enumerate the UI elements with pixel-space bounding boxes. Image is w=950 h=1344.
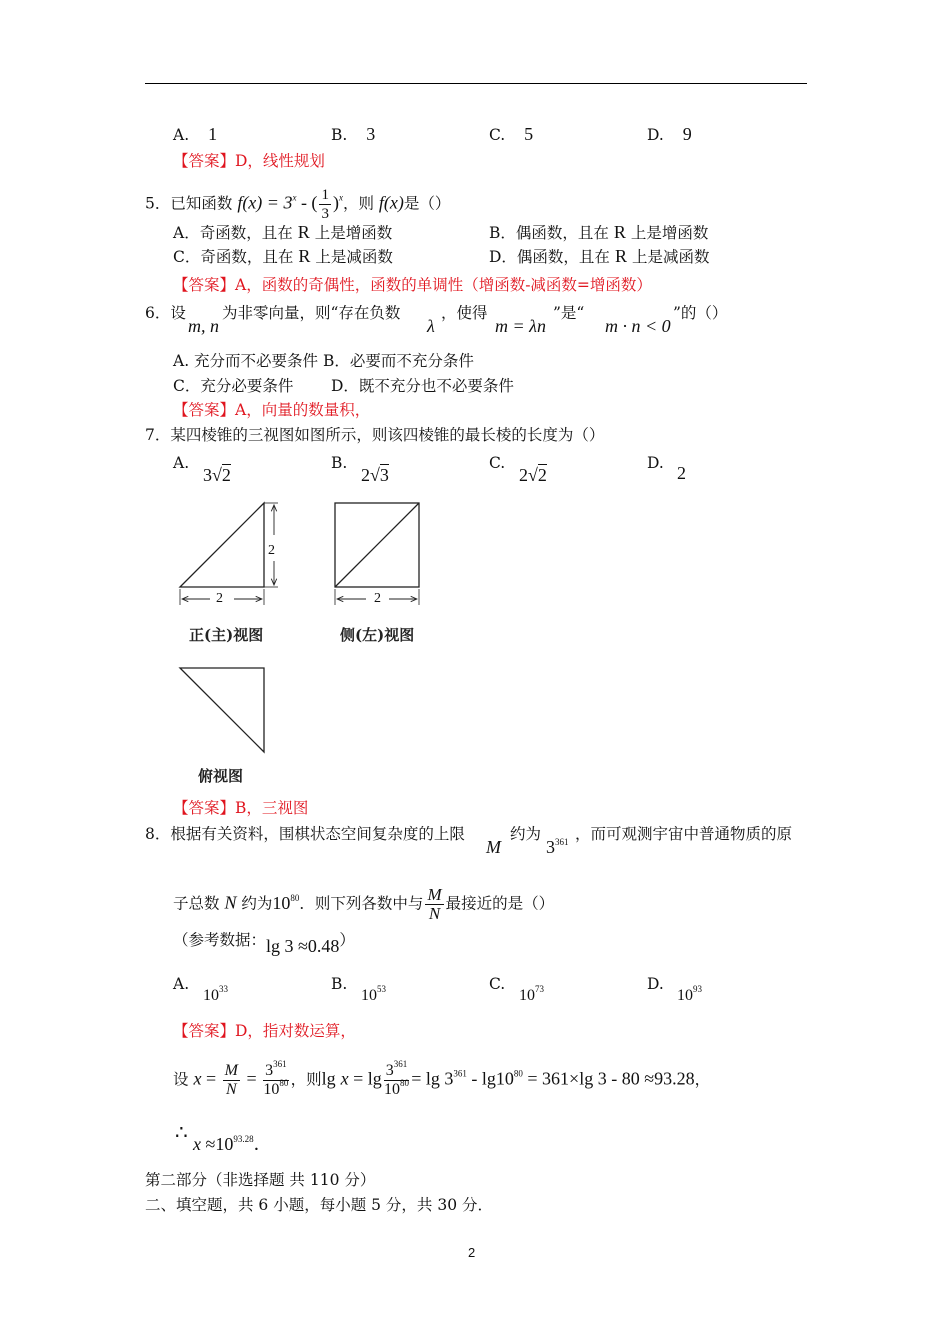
q5-option-a: A．奇函数，且在 R 上是增函数 xyxy=(173,222,393,242)
side-view-caption: 侧(左)视图 xyxy=(340,626,415,644)
q6-option-d: D．既不充分也不必要条件 xyxy=(331,377,514,395)
q8-pow1: $3^{361}$ xyxy=(546,837,569,857)
front-view xyxy=(180,503,278,605)
top-view-caption: 俯视图 xyxy=(198,767,244,785)
q8-option-b-value: $10^{53}$ xyxy=(361,984,386,1004)
q6-stem-c: ，使得 xyxy=(441,304,488,322)
top-view xyxy=(180,668,264,752)
q6-stem-d: ”是“ xyxy=(553,304,585,322)
q5-option-b: B．偶函数，且在 R 上是增函数 xyxy=(489,222,709,242)
q4-option-a: A. 1 xyxy=(173,124,218,144)
q8-option-b-label: B. xyxy=(331,975,348,993)
q4-answer: 【答案】D，线性规划 xyxy=(173,152,325,170)
q7-option-c-label: C. xyxy=(489,454,506,472)
side-width-label: 2 xyxy=(374,589,381,609)
q6-eq: m = λn xyxy=(495,316,546,336)
q8-solution: 设 x = $\frac{M}{N}$ = $\frac{3^{361}}{10^{80}}$ ，则lg x = lg $\frac{3^{361}}{10^{80}}$ = $\lg 3^{361} - \lg 10^{80} = 361\times\lg$ 3 - 80 ≈93.28， xyxy=(173,1059,711,1098)
q7-option-b-value: 2√3 xyxy=(361,465,389,485)
q8-answer: 【答案】D，指对数运算， xyxy=(173,1022,356,1040)
q5-stem: 5．已知函数 $f(x) = 3^x$ - ( $\frac{1}{3}$ )$^x$，则 f(x)是（） xyxy=(145,187,451,222)
q6-options-ab: A. 充分而不必要条件 B．必要而不充分条件 xyxy=(173,352,474,370)
q6-lambda: λ xyxy=(427,316,435,336)
q5-option-c: C．奇函数，且在 R 上是减函数 xyxy=(173,246,393,266)
q4-option-b: B. 3 xyxy=(331,124,376,144)
q7-option-a-value: 3√2 xyxy=(203,465,231,485)
q6-option-c: C．充分必要条件 xyxy=(173,377,294,395)
q7-option-b-label: B. xyxy=(331,454,348,472)
q8-line2: 子总数 N 约为$10^{80}$．则下列各数中与 $\frac{M}{N}$ 最接近的是（） xyxy=(173,885,555,923)
q8-reference: （参考数据：lg 3 ≈0.48） xyxy=(173,931,355,956)
front-view-caption: 正(主)视图 xyxy=(189,626,264,644)
q7-option-d-label: D. xyxy=(647,454,664,472)
q8-stem-a: 8．根据有关资料，围棋状态空间复杂度的上限 xyxy=(145,825,465,843)
q7-answer: 【答案】B，三视图 xyxy=(173,799,309,817)
q5-answer: 【答案】A，函数的奇偶性，函数的单调性（增函数-减函数=增函数） xyxy=(173,276,652,294)
q7-option-d-value: 2 xyxy=(677,463,686,483)
q8-option-c-value: $10^{73}$ xyxy=(519,984,544,1004)
q6-ineq: m · n < 0 xyxy=(605,316,671,336)
therefore-symbol: ∴ xyxy=(175,1120,188,1144)
q7-option-a-label: A. xyxy=(173,454,190,472)
front-width-label: 2 xyxy=(216,589,223,609)
q7-stem: 7．某四棱锥的三视图如图所示，则该四棱锥的最长棱的长度为（） xyxy=(145,426,605,444)
part2-title: 第二部分（非选择题 共 110 分） xyxy=(145,1171,376,1189)
q8-stem-c: ，而可观测宇宙中普通物质的原 xyxy=(575,825,793,843)
page-number: 2 xyxy=(468,1245,476,1260)
q7-option-c-value: 2√2 xyxy=(519,465,547,485)
q6-mn: m, n xyxy=(188,316,219,336)
q8-M: M xyxy=(486,837,501,857)
q8-option-d-label: D. xyxy=(647,975,664,993)
q5-option-d: D．偶函数，且在 R 上是减函数 xyxy=(489,246,710,266)
q6-stem-a: 6．设 xyxy=(145,304,186,322)
q8-option-a-label: A. xyxy=(173,975,190,993)
q4-option-d: D. 9 xyxy=(647,124,692,144)
header-rule xyxy=(145,83,807,84)
front-height-label: 2 xyxy=(268,541,275,561)
q8-option-c-label: C. xyxy=(489,975,506,993)
q8-result: $x \approx 10^{93.28}$． xyxy=(193,1134,272,1154)
q8-option-d-value: $10^{93}$ xyxy=(677,984,702,1004)
part2-section: 二、填空题，共 6 小题，每小题 5 分，共 30 分． xyxy=(145,1196,494,1214)
q6-stem-b: 为非零向量，则“存在负数 xyxy=(222,304,401,322)
q8-option-a-value: $10^{33}$ xyxy=(203,984,228,1004)
q8-stem-b: 约为 xyxy=(510,825,542,843)
q6-answer: 【答案】A，向量的数量积， xyxy=(173,401,371,419)
q4-option-c: C. 5 xyxy=(489,124,534,144)
q6-stem-e: ”的（） xyxy=(673,304,728,322)
